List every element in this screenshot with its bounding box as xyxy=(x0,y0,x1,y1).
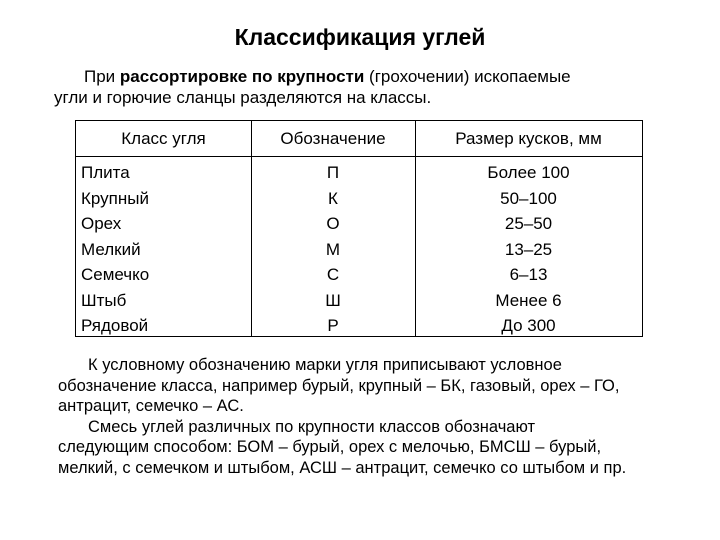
cell-class: Мелкий xyxy=(81,239,141,259)
table-header xyxy=(76,121,642,157)
header-designation: Обозначение xyxy=(280,129,386,148)
coal-class-table xyxy=(75,120,643,337)
cell-class: Крупный xyxy=(81,188,149,208)
table-row xyxy=(76,160,642,186)
cell-size: До 300 xyxy=(501,316,556,335)
intro-line-2: угли и горючие сланцы разделяются на классы. xyxy=(54,88,432,107)
cell-size: Более 100 xyxy=(487,163,570,182)
paragraph-2-line-1: Смесь углей различных по крупности классов обозначают xyxy=(88,417,536,436)
table-row xyxy=(76,237,642,263)
cell-size: 25–50 xyxy=(504,214,553,233)
cell-designation: О xyxy=(326,214,340,233)
cell-class: Штыб xyxy=(81,290,127,310)
cell-size: Менее 6 xyxy=(495,290,562,310)
cell-size: 6–13 xyxy=(509,265,548,284)
table-row xyxy=(76,313,642,339)
cell-designation: Ш xyxy=(325,290,341,310)
cell-designation: С xyxy=(326,265,340,284)
intro-line-1-bold: рассортировке по крупности xyxy=(119,67,365,86)
cell-designation: К xyxy=(328,188,338,208)
intro-line-1-suffix: (грохочении) ископаемые xyxy=(364,67,571,86)
cell-class: Рядовой xyxy=(81,316,149,335)
table-row xyxy=(76,211,642,237)
page-title: Классификация углей xyxy=(234,24,486,50)
cell-designation: М xyxy=(325,239,341,259)
paragraph-2-line-2: следующим способом: БОМ – бурый, орех с мелочью, БМСШ – бурый, xyxy=(58,438,602,456)
cell-designation: Р xyxy=(327,316,339,335)
table-row xyxy=(76,288,642,314)
intro-paragraph xyxy=(54,66,694,108)
paragraph-1-line-1: К условному обозначению марки угля приписывают условное xyxy=(88,356,562,374)
intro-line-1 xyxy=(54,66,694,87)
cell-size: 13–25 xyxy=(504,239,553,259)
paragraph-1-line-3: антрацит, семечко – АС. xyxy=(58,397,244,415)
cell-class: Семечко xyxy=(81,265,150,284)
explanation-text xyxy=(58,355,708,478)
cell-size: 50–100 xyxy=(500,188,557,208)
paragraph-2-line-3: мелкий, с семечком и штыбом, АСШ – антрацит, семечко со штыбом и пр. xyxy=(58,458,627,477)
header-class: Класс угля xyxy=(121,129,206,148)
intro-line-1-prefix: При xyxy=(84,67,120,86)
cell-class: Плита xyxy=(81,163,130,182)
table-body xyxy=(76,160,642,339)
paragraph-1-line-2: обозначение класса, например бурый, крупный – БК, газовый, орех – ГО, xyxy=(58,376,620,395)
table-row xyxy=(76,186,642,212)
cell-class: Орех xyxy=(81,214,122,233)
table-row xyxy=(76,262,642,288)
cell-designation: П xyxy=(326,163,340,182)
header-size: Размер кусков, мм xyxy=(455,129,602,148)
